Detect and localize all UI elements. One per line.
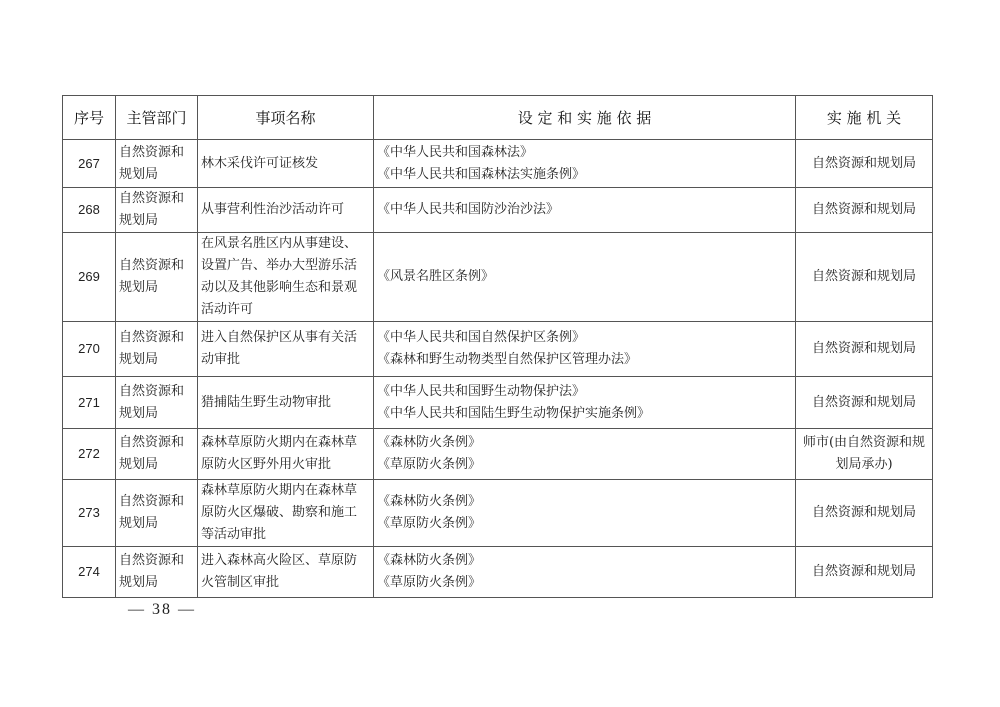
name-line: 火管制区审批 bbox=[201, 575, 280, 590]
org-line: 自然资源和规划局 bbox=[811, 202, 916, 217]
name-line: 活动许可 bbox=[201, 302, 254, 317]
dept-line: 自然资源和 bbox=[119, 144, 185, 160]
name-line: 原防火区爆破、勘察和施工 bbox=[201, 505, 358, 520]
org-line: 自然资源和规划局 bbox=[811, 155, 916, 171]
dept-line: 自然资源和 bbox=[119, 553, 185, 568]
table-row bbox=[63, 322, 933, 377]
table-header-row bbox=[63, 96, 933, 140]
cell-name bbox=[198, 429, 374, 480]
name-line: 从事营利性治沙活动许可 bbox=[201, 202, 345, 217]
basis-line: 《中华人民共和国野生动物保护法》 bbox=[377, 383, 586, 399]
cell-dept bbox=[116, 547, 198, 598]
org-line: 自然资源和规划局 bbox=[811, 505, 916, 520]
cell-org bbox=[796, 377, 933, 429]
cell-basis bbox=[374, 188, 796, 233]
dept-line: 自然资源和 bbox=[119, 330, 185, 345]
basis-line: 《草原防火条例》 bbox=[377, 575, 482, 590]
org-line: 自然资源和规划局 bbox=[811, 341, 916, 356]
dept-line: 规划局 bbox=[119, 166, 159, 182]
name-line: 动审批 bbox=[201, 352, 241, 367]
cell-name bbox=[198, 547, 374, 598]
basis-line: 《中华人民共和国森林法实施条例》 bbox=[377, 166, 586, 182]
table-row bbox=[63, 429, 933, 480]
dept-line: 规划局 bbox=[119, 457, 159, 472]
basis-line: 《森林防火条例》 bbox=[377, 494, 482, 509]
cell-basis bbox=[374, 377, 796, 429]
cell-seq: 268 bbox=[63, 188, 116, 233]
basis-line: 《风景名胜区条例》 bbox=[377, 269, 495, 284]
org-line: 划局承办) bbox=[835, 457, 893, 472]
cell-org bbox=[796, 429, 933, 480]
cell-seq: 274 bbox=[63, 547, 116, 598]
cell-dept bbox=[116, 233, 198, 322]
cell-seq: 270 bbox=[63, 322, 116, 377]
cell-dept bbox=[116, 480, 198, 547]
dept-line: 规划局 bbox=[119, 213, 159, 228]
dept-line: 规划局 bbox=[119, 516, 159, 531]
cell-basis bbox=[374, 429, 796, 480]
basis-line: 《中华人民共和国自然保护区条例》 bbox=[377, 330, 586, 345]
cell-org bbox=[796, 233, 933, 322]
name-line: 原防火区野外用火审批 bbox=[201, 457, 332, 472]
org-line: 师市(由自然资源和规 bbox=[802, 435, 926, 450]
dept-line: 自然资源和 bbox=[119, 191, 185, 206]
cell-basis bbox=[374, 233, 796, 322]
cell-basis bbox=[374, 140, 796, 188]
name-line: 森林草原防火期内在森林草 bbox=[201, 435, 358, 450]
cell-basis bbox=[374, 480, 796, 547]
org-line: 自然资源和规划局 bbox=[811, 564, 916, 579]
header-dept: 主管部门 bbox=[116, 96, 198, 140]
cell-dept bbox=[116, 140, 198, 188]
dept-line: 规划局 bbox=[119, 352, 159, 367]
cell-seq: 273 bbox=[63, 480, 116, 547]
header-org: 实 施 机 关 bbox=[796, 96, 933, 140]
cell-seq: 272 bbox=[63, 429, 116, 480]
name-line: 森林草原防火期内在森林草 bbox=[201, 483, 358, 498]
cell-org bbox=[796, 480, 933, 547]
cell-dept bbox=[116, 429, 198, 480]
basis-line: 《中华人民共和国陆生野生动物保护实施条例》 bbox=[377, 405, 651, 421]
dept-line: 自然资源和 bbox=[119, 258, 185, 273]
cell-dept bbox=[116, 377, 198, 429]
dept-line: 规划局 bbox=[119, 280, 159, 295]
cell-name bbox=[198, 140, 374, 188]
cell-name bbox=[198, 377, 374, 429]
table-row bbox=[63, 547, 933, 598]
cell-name bbox=[198, 188, 374, 233]
cell-name bbox=[198, 322, 374, 377]
dept-line: 自然资源和 bbox=[119, 383, 185, 399]
table-row bbox=[63, 480, 933, 547]
basis-line: 《森林和野生动物类型自然保护区管理办法》 bbox=[377, 352, 638, 367]
cell-seq: 267 bbox=[63, 140, 116, 188]
cell-basis bbox=[374, 547, 796, 598]
table-row bbox=[63, 140, 933, 188]
basis-line: 《森林防火条例》 bbox=[377, 435, 482, 450]
basis-line: 《中华人民共和国防沙治沙法》 bbox=[377, 202, 560, 217]
header-seq: 序号 bbox=[63, 96, 116, 140]
header-name: 事项名称 bbox=[198, 96, 374, 140]
name-line: 动以及其他影响生态和景观 bbox=[201, 280, 358, 295]
cell-name bbox=[198, 480, 374, 547]
table-row bbox=[63, 233, 933, 322]
cell-dept bbox=[116, 322, 198, 377]
dept-line: 规划局 bbox=[119, 405, 159, 421]
name-line: 等活动审批 bbox=[201, 527, 267, 542]
basis-line: 《中华人民共和国森林法》 bbox=[377, 144, 534, 160]
table-row bbox=[63, 377, 933, 429]
cell-seq: 269 bbox=[63, 233, 116, 322]
dept-line: 自然资源和 bbox=[119, 435, 185, 450]
cell-org bbox=[796, 322, 933, 377]
name-line: 进入森林高火险区、草原防 bbox=[201, 553, 358, 568]
basis-line: 《森林防火条例》 bbox=[377, 553, 482, 568]
cell-org bbox=[796, 140, 933, 188]
cell-org bbox=[796, 547, 933, 598]
cell-org bbox=[796, 188, 933, 233]
dept-line: 规划局 bbox=[119, 575, 159, 590]
dept-line: 自然资源和 bbox=[119, 494, 185, 509]
basis-line: 《草原防火条例》 bbox=[377, 457, 482, 472]
name-line: 猎捕陆生野生动物审批 bbox=[201, 394, 332, 410]
org-line: 自然资源和规划局 bbox=[811, 394, 916, 410]
cell-basis bbox=[374, 322, 796, 377]
page-number: — 38 — bbox=[128, 601, 196, 618]
name-line: 在风景名胜区内从事建设、 bbox=[201, 236, 358, 251]
cell-seq: 271 bbox=[63, 377, 116, 429]
cell-dept bbox=[116, 188, 198, 233]
items-table bbox=[62, 95, 933, 598]
name-line: 林木采伐许可证核发 bbox=[201, 155, 319, 171]
table-row bbox=[63, 188, 933, 233]
header-basis: 设 定 和 实 施 依 据 bbox=[374, 96, 796, 140]
cell-name bbox=[198, 233, 374, 322]
name-line: 进入自然保护区从事有关活 bbox=[201, 330, 358, 345]
basis-line: 《草原防火条例》 bbox=[377, 516, 482, 531]
org-line: 自然资源和规划局 bbox=[811, 269, 916, 284]
name-line: 设置广告、举办大型游乐活 bbox=[201, 258, 358, 273]
